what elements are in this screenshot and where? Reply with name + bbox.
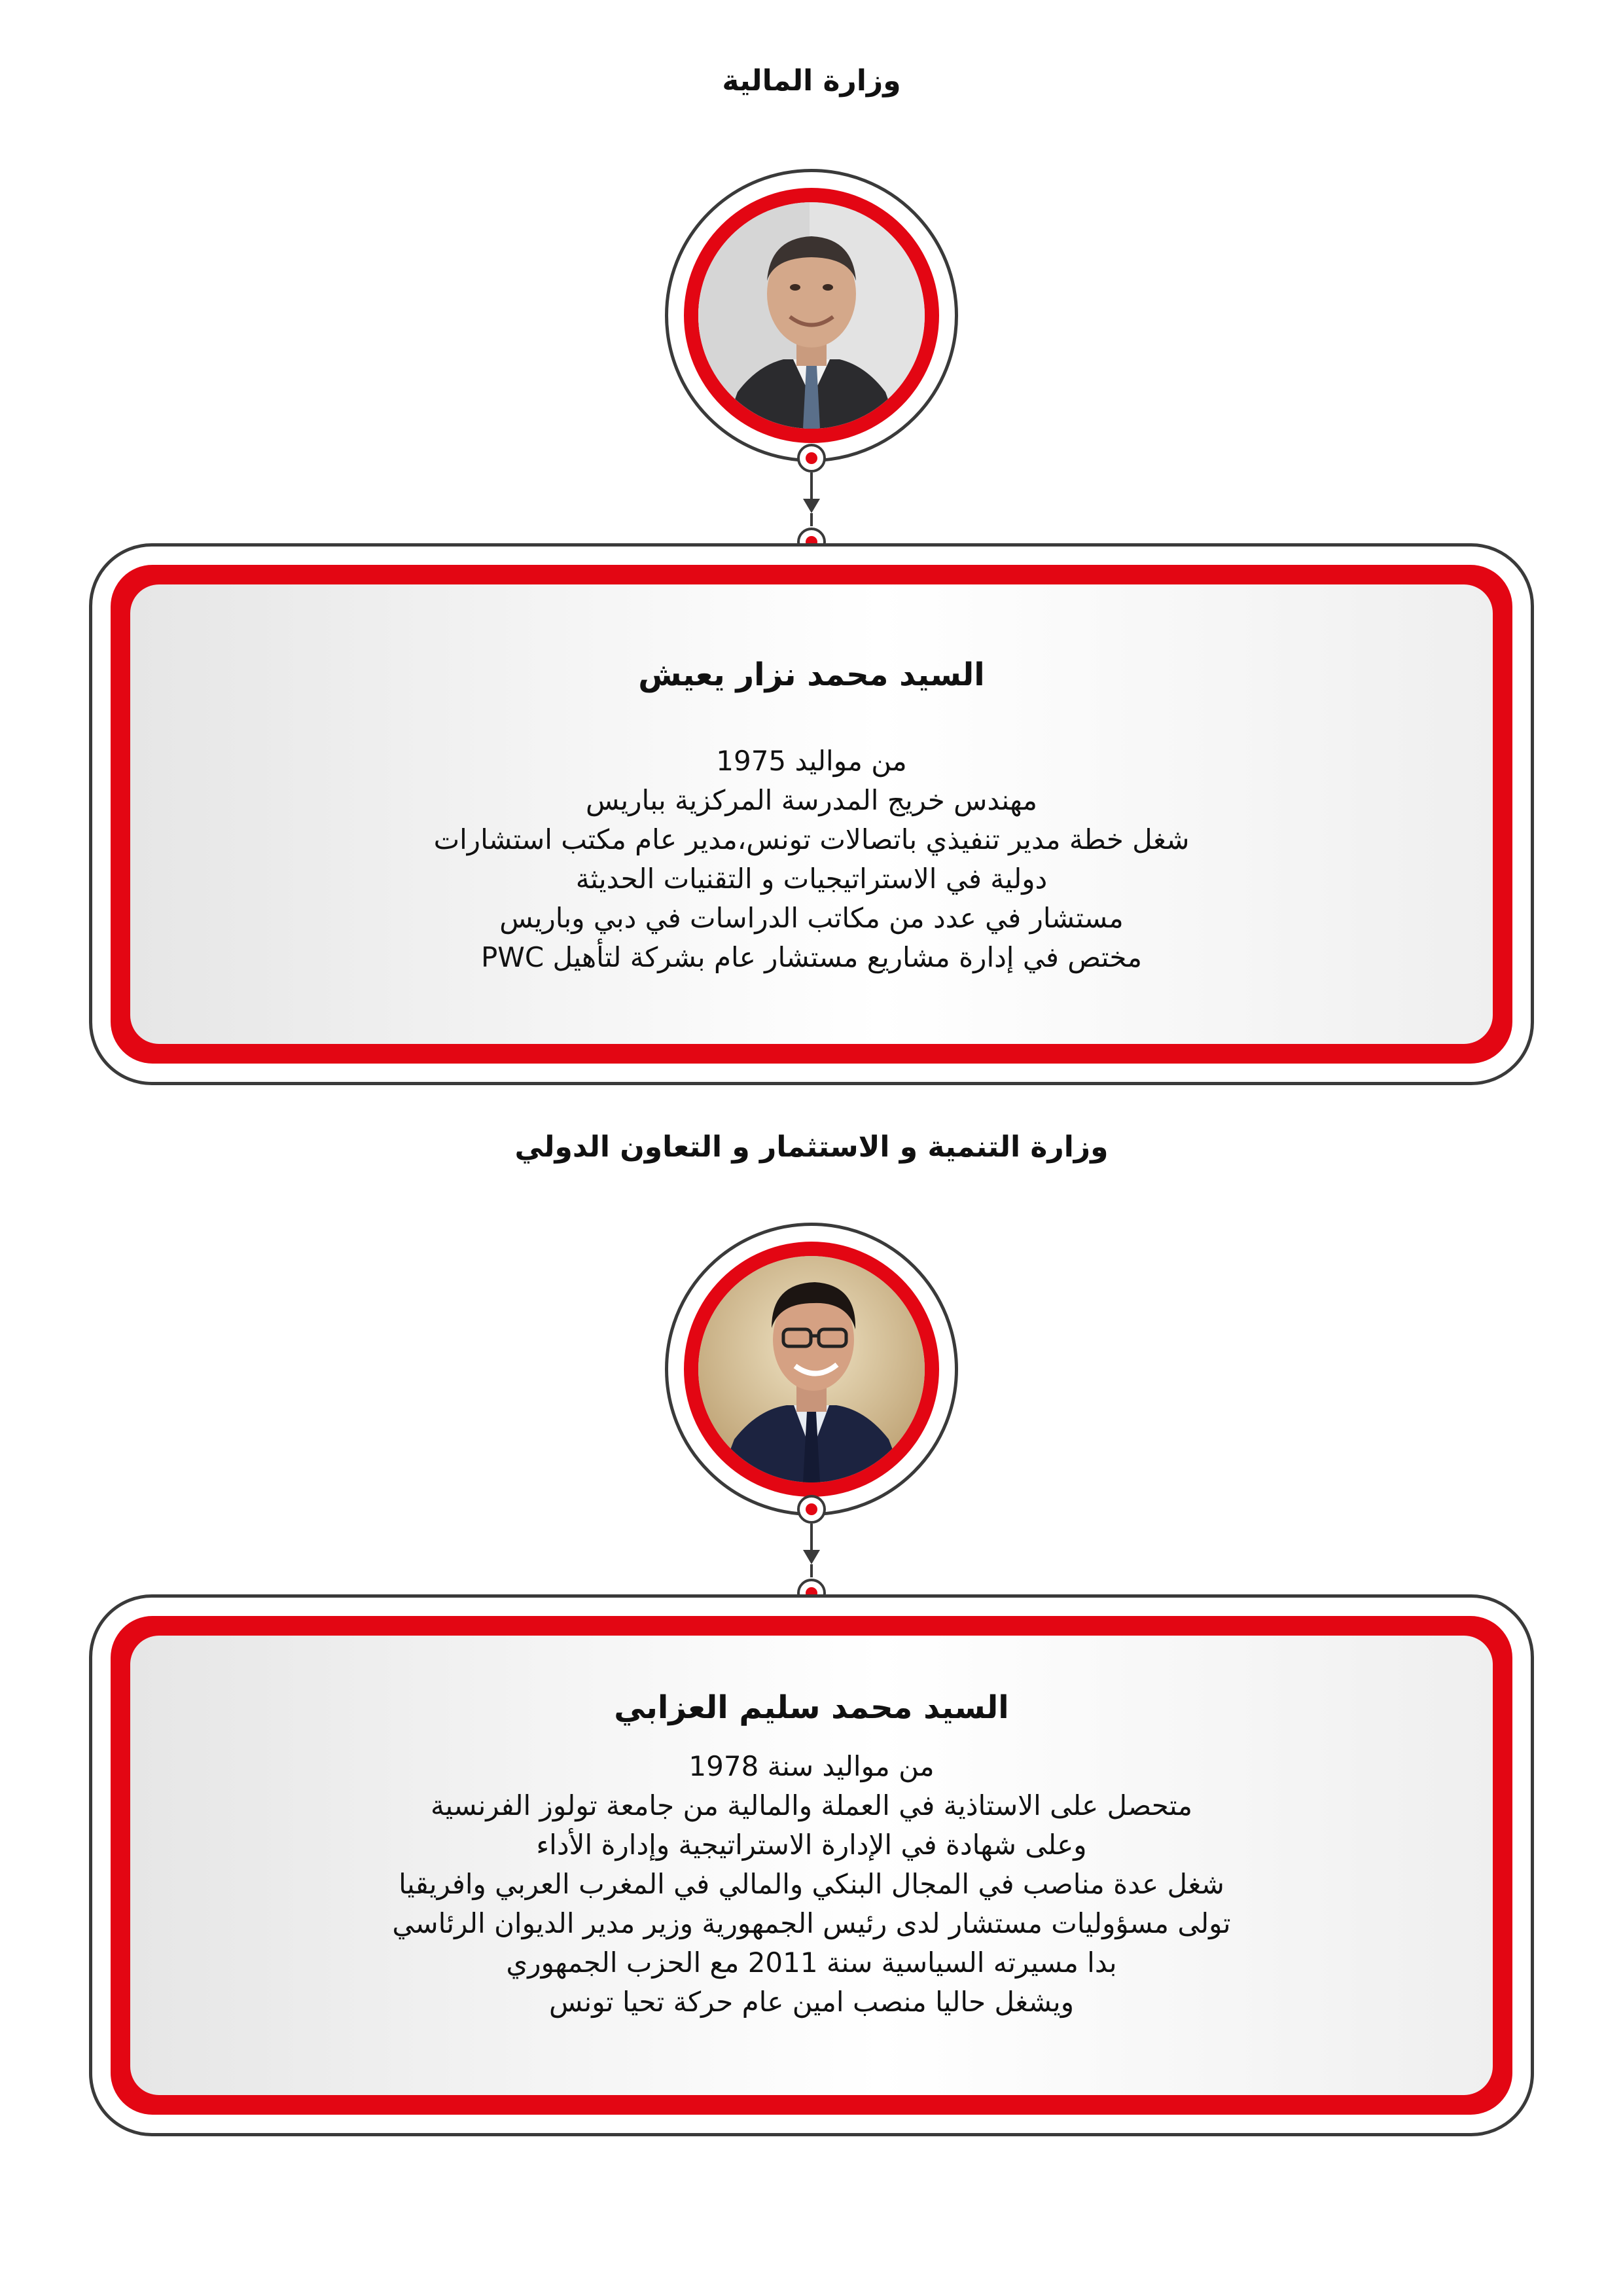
- profile-card-1: [89, 543, 1534, 1085]
- card-red-border: [111, 565, 1512, 1064]
- card-red-border: [111, 1616, 1512, 2115]
- portrait-frame-2: [665, 1223, 958, 1516]
- bio-line: وعلى شهادة في الإدارة الاستراتيجية وإدارة الأداء: [536, 1829, 1087, 1861]
- bio-line: ويشغل حاليا منصب امين عام حركة تحيا تونس: [548, 1986, 1075, 2018]
- profile-card-2: [89, 1594, 1534, 2136]
- bio-list-1: [130, 742, 1493, 977]
- bio-line: تولى مسؤوليات مستشار لدى رئيس الجمهورية وزير مدير الديوان الرئاسي: [392, 1907, 1231, 1939]
- bio-line: من مواليد 1975: [716, 745, 907, 777]
- connector-line-1: [810, 473, 813, 501]
- connector-node-top-2: [797, 1495, 826, 1524]
- bio-line: شغل خطة مدير تنفيذي باتصالات تونس،مدير عام مكتب استشارات: [433, 823, 1190, 855]
- person-name-2: السيد محمد سليم العزابي: [614, 1689, 1009, 1726]
- connector-arrow-2: [803, 1550, 820, 1564]
- bio-line: بدا مسيرته السياسية سنة 2011 مع الحزب الجمهوري: [506, 1946, 1117, 1979]
- portrait-red-ring: [684, 188, 939, 443]
- connector-line-1b: [810, 513, 813, 526]
- bio-list-2: [130, 1747, 1493, 2022]
- bio-line: شغل عدة مناصب في المجال البنكي والمالي في المغرب العربي وافريقيا: [399, 1868, 1224, 1900]
- connector-line-2: [810, 1524, 813, 1552]
- portrait-frame-1: [665, 169, 958, 462]
- bio-line: متحصل على الاستاذية في العملة والمالية من جامعة تولوز الفرنسية: [430, 1789, 1193, 1821]
- bio-line: دولية في الاستراتيجيات و التقنيات الحديثة: [575, 863, 1048, 895]
- person-name-1: السيد محمد نزار يعيش: [638, 656, 985, 693]
- ministry-title-2: وزارة التنمية و الاستثمار و التعاون الدولي: [514, 1130, 1109, 1164]
- connector-line-2b: [810, 1564, 813, 1577]
- portrait-red-ring: [684, 1242, 939, 1497]
- portrait-photo-1: [698, 202, 925, 429]
- bio-line: مختص في إدارة مشاريع مستشار عام بشركة لتأهيل PWC: [480, 941, 1142, 973]
- connector-node-top-1: [797, 444, 826, 473]
- connector-arrow-1: [803, 499, 820, 513]
- portrait-photo-2: [698, 1256, 925, 1482]
- card-content-area: [130, 584, 1493, 1044]
- bio-line: من مواليد سنة 1978: [688, 1750, 935, 1782]
- card-content-area: [130, 1636, 1493, 2095]
- bio-line: مستشار في عدد من مكاتب الدراسات في دبي وباريس: [499, 902, 1124, 934]
- ministry-title-1: وزارة المالية: [722, 64, 901, 98]
- bio-line: مهندس خريج المدرسة المركزية بباريس: [586, 784, 1037, 816]
